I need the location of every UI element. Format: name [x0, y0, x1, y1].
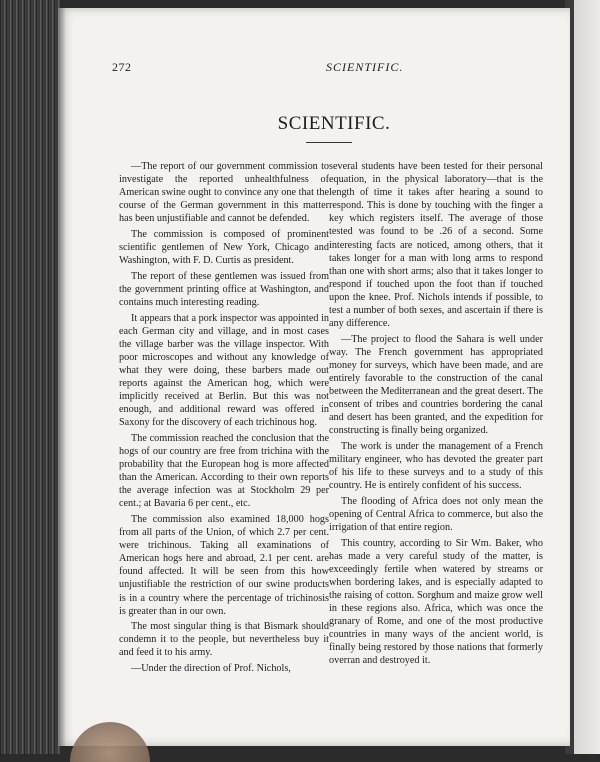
paragraph: The commission also examined 18,000 hogs from all parts of the Union, of which 2.7 per cent. were trichinous. Taking all examinations of American hogs here and abroad, 2.1 per cent. are found affected. It will be seen from this how unjustifiable the restriction of our swine products is in a country where the percentage of trichinosis is greater than in our own.	[119, 513, 329, 617]
paragraph: —The project to flood the Sahara is well under way. The French government has appropriated money for surveys, which have been made, and are entirely favorable to the construction of the canal between the Mediterranean and the great desert. The consent of tribes and countries bordering the canal and desert has been granted, and the expedition for constructing is finally being organized.	[329, 333, 543, 437]
paragraph: It appears that a pork inspector was appointed in each German city and village, and in most cases the village barber was the village inspector. With poor microscopes and without any knowledge of what they were doing, these barbers made out reports against the American hog, which were implicitly received at Berlin. But this was not enough, and additional reward was offered in Saxony for the discovery of each trichinous hog.	[119, 312, 329, 429]
paragraph: several students have been tested for their personal equation, in the physical laboratory—that is the length of time it takes after hearing a sound to respond. This is done by touching with the finger a key which registers itself. The average of those tested was found to be .26 of a second. Some interesting facts are noticed, among others, that it takes longer for a man with long arms to respond than one with short arms; also that it takes longer to respond if touched upon the foot than if touched upon the knee. Prof. Nichols intends if possible, to test a number of both sexes, and ascertain if there is any difference.	[329, 161, 543, 330]
book-page	[58, 8, 570, 746]
paragraph: —Under the direction of Prof. Nichols,	[131, 662, 291, 674]
paragraph: —The report of our government commission to investigate the reported unhealthfulness of American swine ought to convince any one that the course of the German government in this matter has been unjustifiable and cannot be defended.	[119, 161, 329, 225]
title-rule	[306, 142, 352, 143]
paragraph: The most singular thing is that Bismark should condemn it to the people, but nevertheless buy it and feed it to his army.	[119, 621, 329, 659]
paragraph: This country, according to Sir Wm. Baker, who has made a very careful study of the matter, is exceedingly fertile when watered by streams or when bordering lakes, and is especially adapted to the raising of cotton. Sorghum and maize grow well in these regions also. Africa, which was once the granary of Rome, and one of the most productive countries in many ways of the ancient world, is finally being restored by those nations that formerly overran and destroyed it.	[329, 537, 543, 667]
book-page-edges	[0, 0, 60, 754]
paragraph: The work is under the management of a French military engineer, who has devoted the greater part of his life to these surveys and to a study of this country. He is entirely confident of his success.	[329, 440, 543, 492]
paragraph: The commission is composed of prominent scientific gentlemen of New York, Chicago and Washington, with F. D. Curtis as president.	[119, 228, 329, 267]
paragraph: The report of these gentlemen was issued from the government printing office at Washington, and contains much interesting reading.	[119, 270, 329, 308]
paragraph: The flooding of Africa does not only mean the opening of Central Africa to commerce, but also the irrigation of that entire region.	[329, 495, 543, 534]
right-column	[329, 160, 543, 670]
page-number: 272	[112, 60, 132, 74]
paragraph: The commission reached the conclusion that the hogs of our country are free from trichina with the probability that the European hog is more affected than the American. According to their own reports the average infection was at Stockholm 29 per cent.; at Bavaria 6 per cent., etc.	[119, 432, 329, 510]
running-title: SCIENTIFIC.	[326, 60, 404, 74]
left-column	[119, 160, 329, 678]
next-page-sliver	[574, 0, 600, 754]
page-title: SCIENTIFIC.	[277, 113, 391, 134]
